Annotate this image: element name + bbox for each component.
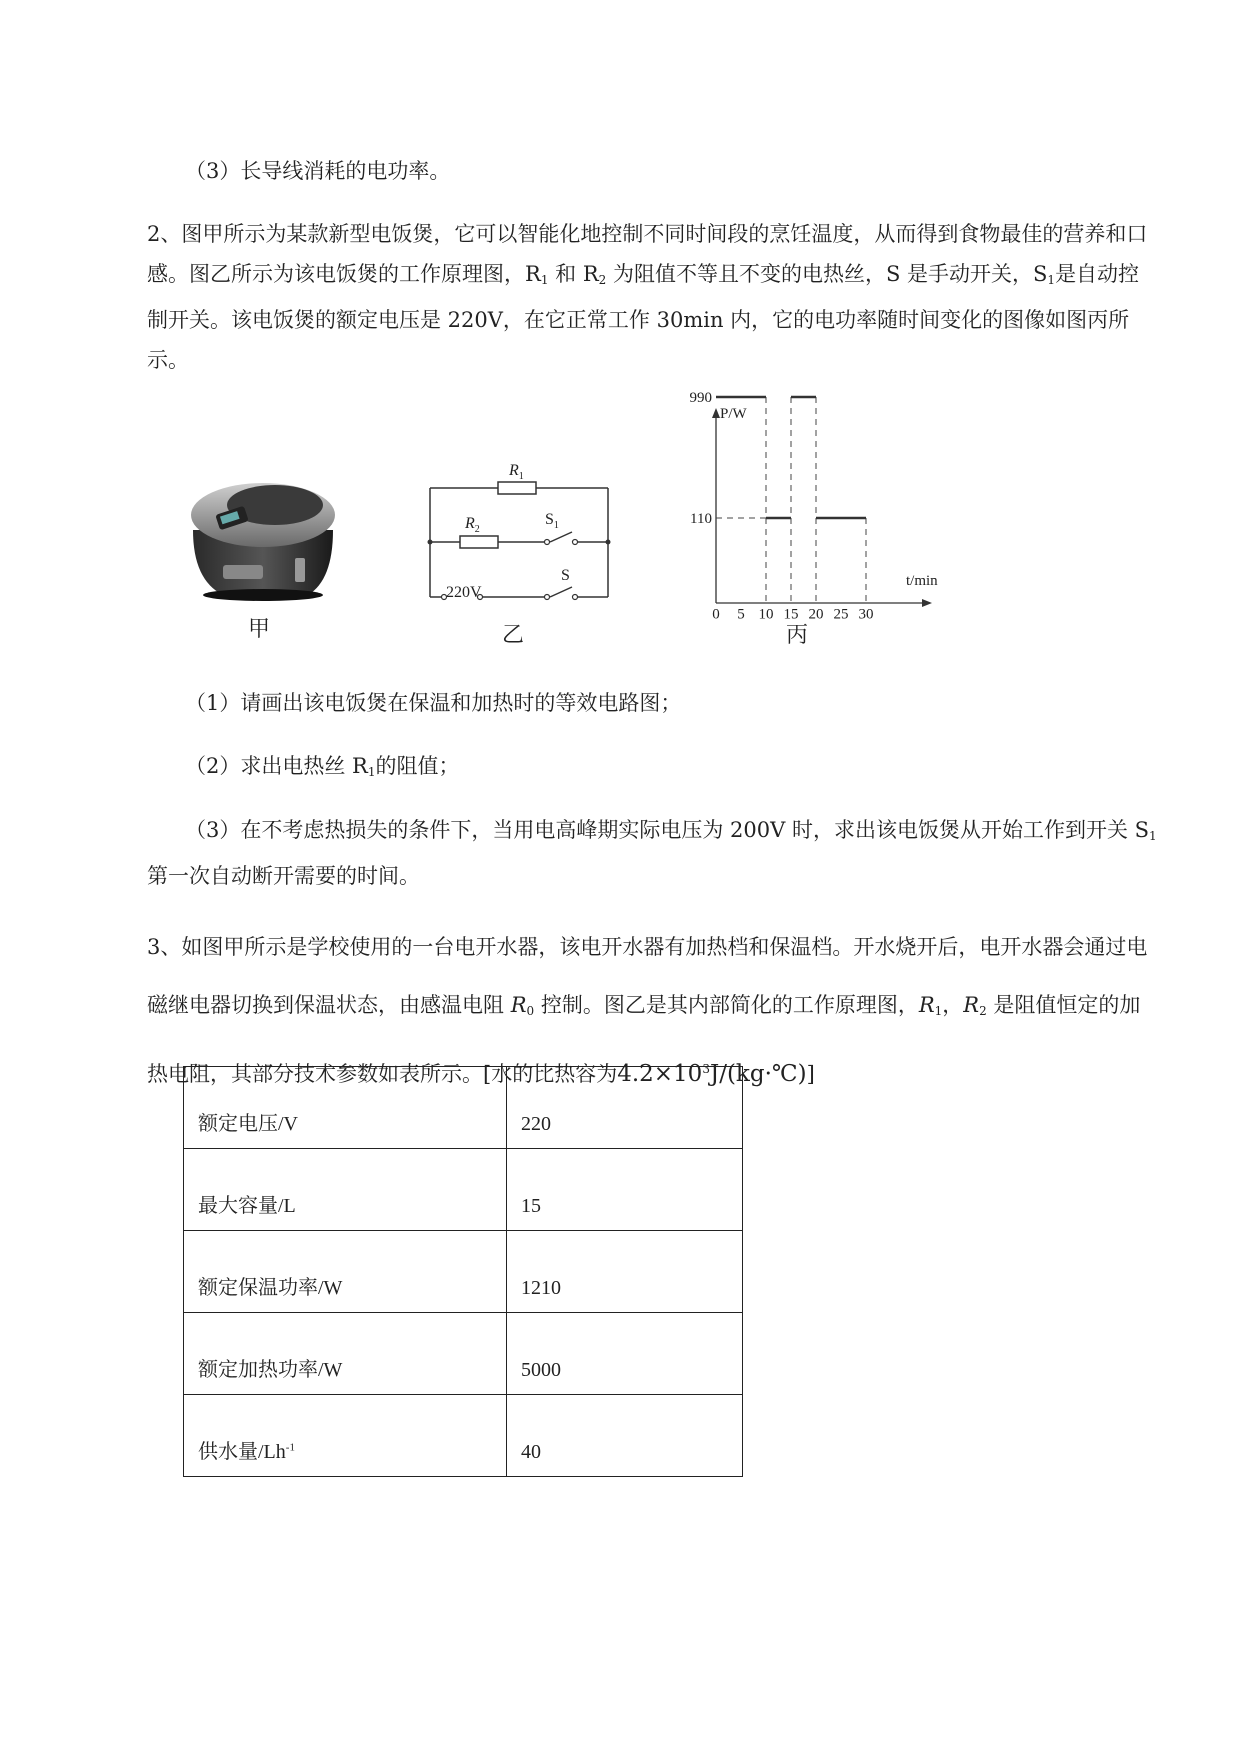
table-row: [184, 1067, 743, 1149]
y-tick-label: 990: [689, 390, 712, 406]
figure-a-label: 甲: [247, 617, 270, 642]
s-label: S: [561, 567, 570, 584]
x-tick-label: 0: [712, 606, 720, 623]
q1-part3: （3）长导线消耗的电功率。: [185, 159, 451, 183]
x-tick-label: 15: [783, 606, 799, 623]
param-value-cell: 5000: [507, 1313, 743, 1395]
q2-intro: 2、图甲所示为某款新型电饭煲，它可以智能化地控制不同时间段的烹饪温度，从而得到食物最佳的营养和口感。图乙所示为该电饭煲的工作原理图，$R_1$ 和 $R_2$ 为阻值不等且不变的电热丝，S 是手动开关，$S_1$是自动控制开关。该电饭煲的额定电压是 220V，在它正常工作 30min 内，它的电功率随时间变化的图像如图丙所示。: [147, 222, 1148, 372]
s1-label: $S_1$: [545, 511, 559, 531]
param-name-cell: 最大容量/L: [184, 1149, 507, 1231]
param-name-cell: 供水量$/Lh^{-1}$: [184, 1395, 507, 1477]
figure-b-label: 乙: [501, 623, 524, 648]
spec-table: [183, 1066, 743, 1477]
voltage-label: 220V: [446, 584, 482, 601]
x-axis-label: t/min: [906, 573, 938, 589]
q2-sub2: （2）求出电热丝 $R_1$的阻值；: [185, 754, 460, 779]
table-row: [184, 1149, 743, 1231]
param-name-cell: 额定保温功率/W: [184, 1231, 507, 1313]
param-value-cell: 15: [507, 1149, 743, 1231]
x-tick-label: 10: [758, 606, 774, 623]
figure-c-label: 丙: [785, 623, 808, 648]
q2-sub1: （1）请画出该电饭煲在保温和加热时的等效电路图；: [185, 691, 682, 715]
y-axis-label: P/W: [720, 406, 747, 422]
q2-sub3: （3）在不考虑热损失的条件下，当用电高峰期实际电压为 200V 时，求出该电饭煲从开始工作到开关 $S_1$第一次自动断开需要的时间。: [147, 818, 1157, 888]
table-row: [184, 1395, 743, 1477]
power-time-chart: [670, 390, 960, 623]
q3-intro: 3、如图甲所示是学校使用的一台电开水器，该电开水器有加热档和保温档。开水烧开后，电开水器会通过电磁继电器切换到保温状态，由感温电阻 $R_0$ 控制。图乙是其内部简化的工作原理图，$R_1$，$R_2$ 是阻值恒定的加热电阻，其部分技术参数如表所示。[水的比热容为$4.2\times 10^3J/(kg\cdot℃)$]: [147, 935, 1148, 1087]
param-value-cell: 220: [507, 1067, 743, 1149]
r2-label: $R_2$: [465, 515, 480, 535]
param-name-cell: 额定加热功率/W: [184, 1313, 507, 1395]
unit-exponent: -1: [285, 1441, 295, 1454]
param-value-cell: 40: [507, 1395, 743, 1477]
param-value-cell: 1210: [507, 1231, 743, 1313]
x-tick-label: 30: [858, 606, 874, 623]
x-tick-label: 5: [737, 606, 745, 623]
y-tick-label: 110: [690, 511, 712, 527]
x-tick-label: 20: [808, 606, 824, 623]
rice-cooker-image: [183, 470, 343, 610]
x-tick-label: 25: [833, 606, 849, 623]
table-row: [184, 1231, 743, 1313]
circuit-diagram: [420, 445, 620, 610]
table-row: [184, 1313, 743, 1395]
r1-label: $R_1$: [509, 462, 524, 482]
param-name-cell: 额定电压/V: [184, 1067, 507, 1149]
